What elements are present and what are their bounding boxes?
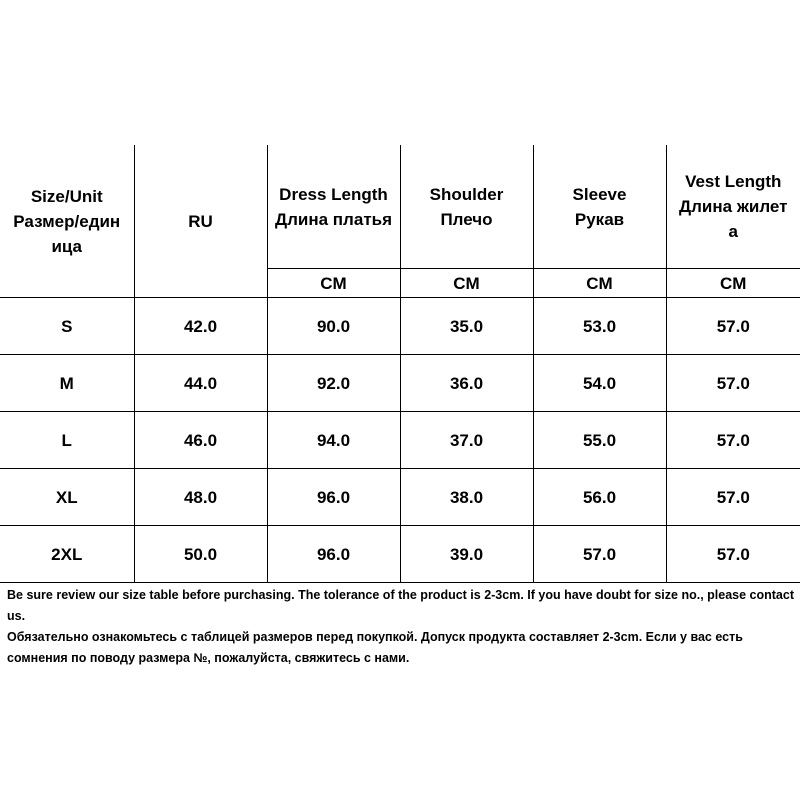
header-ru: RU — [134, 145, 267, 298]
vest-length-cell: 57.0 — [666, 298, 800, 355]
ru-cell: 48.0 — [134, 469, 267, 526]
unit-cell: CM — [666, 269, 800, 298]
vest-length-cell: 57.0 — [666, 469, 800, 526]
size-table — [0, 145, 800, 583]
sleeve-cell: 55.0 — [533, 412, 666, 469]
size-cell: M — [0, 355, 134, 412]
shoulder-cell: 35.0 — [400, 298, 533, 355]
vest-length-cell: 57.0 — [666, 412, 800, 469]
shoulder-cell: 36.0 — [400, 355, 533, 412]
note-english: Be sure review our size table before purchasing. The tolerance of the product is 2-3cm. If you have doubt for size no., please contact us. — [7, 588, 794, 623]
size-cell: 2XL — [0, 526, 134, 583]
table-header-row — [0, 145, 800, 269]
note-russian: Обязательно ознакомьтесь с таблицей размеров перед покупкой. Допуск продукта составляет 2-3cm. Если у вас есть сомнения по поводу размера №, пожалуйста, свяжитесь с нами. — [7, 630, 743, 665]
table-row — [0, 412, 800, 469]
dress-length-cell: 94.0 — [267, 412, 400, 469]
vest-length-cell: 57.0 — [666, 526, 800, 583]
size-cell: L — [0, 412, 134, 469]
header-dress-length: Dress Length Длина платья — [267, 145, 400, 269]
dress-length-cell: 90.0 — [267, 298, 400, 355]
ru-cell: 46.0 — [134, 412, 267, 469]
shoulder-cell: 39.0 — [400, 526, 533, 583]
shoulder-cell: 38.0 — [400, 469, 533, 526]
header-size-unit: Size/Unit Размер/един ица — [0, 145, 134, 298]
table-row — [0, 469, 800, 526]
unit-cell: CM — [267, 269, 400, 298]
ru-cell: 50.0 — [134, 526, 267, 583]
table-row — [0, 526, 800, 583]
shoulder-cell: 37.0 — [400, 412, 533, 469]
sleeve-cell: 56.0 — [533, 469, 666, 526]
sleeve-cell: 53.0 — [533, 298, 666, 355]
ru-cell: 42.0 — [134, 298, 267, 355]
dress-length-cell: 96.0 — [267, 469, 400, 526]
size-cell: S — [0, 298, 134, 355]
header-vest-length: Vest Length Длина жилет а — [666, 145, 800, 269]
unit-cell: CM — [400, 269, 533, 298]
sleeve-cell: 57.0 — [533, 526, 666, 583]
size-cell: XL — [0, 469, 134, 526]
header-shoulder: Shoulder Плечо — [400, 145, 533, 269]
header-sleeve: Sleeve Рукав — [533, 145, 666, 269]
size-note — [7, 585, 797, 669]
table-row — [0, 298, 800, 355]
dress-length-cell: 96.0 — [267, 526, 400, 583]
sleeve-cell: 54.0 — [533, 355, 666, 412]
vest-length-cell: 57.0 — [666, 355, 800, 412]
dress-length-cell: 92.0 — [267, 355, 400, 412]
table-row — [0, 355, 800, 412]
unit-cell: CM — [533, 269, 666, 298]
ru-cell: 44.0 — [134, 355, 267, 412]
